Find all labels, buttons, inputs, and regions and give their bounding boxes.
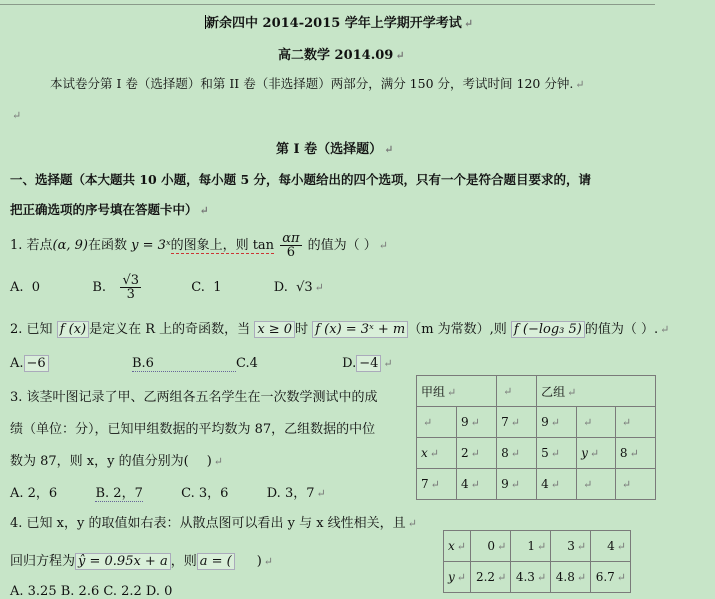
table-cell (497, 407, 537, 438)
cell-value: 9 (541, 415, 549, 429)
paragraph-mark: ↵ (576, 571, 587, 584)
table-cell (537, 469, 577, 500)
page-top-border (0, 4, 655, 5)
q1-text: 的图象上，则 tan (170, 238, 275, 253)
paragraph-mark: ↵ (316, 487, 326, 500)
option-b-fraction (120, 274, 141, 301)
paragraph-mark: ↵ (470, 416, 480, 429)
table-cell (497, 376, 537, 407)
table-cell (577, 407, 616, 438)
cell-value: 7 (501, 415, 509, 429)
paragraph-mark: ↵ (430, 478, 440, 491)
table-cell (457, 469, 497, 500)
cell-value: 2.2 (475, 570, 496, 584)
table-cell (591, 562, 631, 593)
option-d-label: D. (273, 280, 288, 295)
paragraph-mark: ↵ (510, 478, 520, 491)
paragraph-mark: ↵ (536, 571, 547, 584)
cell-value: 4.3 (515, 570, 535, 584)
table-cell (615, 469, 655, 500)
paragraph-mark: ↵ (616, 540, 626, 553)
paragraph-mark: ↵ (550, 447, 560, 460)
question-4-line2 (10, 550, 273, 569)
q4-text: 4. 已知 x，y 的取值如右表：从散点图可以看出 y 与 x 线性相关，且 (10, 516, 406, 531)
section-title (276, 138, 393, 157)
cell-value: 9 (461, 415, 469, 429)
table-cell (444, 531, 471, 562)
exam-title-text: 新余四中 2014-2015 学年上学期开学考试 (206, 16, 462, 31)
section-title-text: 第 I 卷（选择题） (276, 142, 383, 157)
question-2-options (10, 356, 393, 372)
question-1 (10, 232, 388, 259)
table-cell (417, 438, 457, 469)
paragraph-mark: ↵ (470, 478, 480, 491)
q1-function: y = 3ˣ (131, 238, 171, 253)
fraction-denominator: 3 (126, 287, 135, 302)
question-3-line1 (10, 386, 378, 405)
option-a-value: −6 (24, 355, 49, 372)
paragraph-mark: ↵ (583, 416, 593, 429)
paragraph-mark: ↵ (567, 385, 577, 399)
paragraph-mark: ↵ (589, 447, 600, 460)
paragraph-mark: ↵ (510, 416, 520, 429)
table-row (444, 531, 631, 562)
paragraph-mark: ↵ (497, 571, 507, 584)
cell-value: 4.8 (555, 570, 575, 584)
header-group-b: 乙组 (541, 384, 566, 399)
fraction-numerator: √3 (122, 273, 140, 288)
option-a-label: A. (10, 280, 24, 295)
paragraph-mark: ↵ (456, 571, 466, 584)
cell-value: x (448, 539, 455, 553)
q3-text: ) (206, 454, 212, 469)
cell-value: 9 (501, 477, 509, 491)
section-instructions-line1 (10, 170, 591, 188)
q1-text: 在函数 (88, 238, 128, 253)
option-b: B. 2，7 (95, 486, 143, 501)
option-b: B.6 (132, 356, 236, 372)
table-header-row (417, 376, 656, 407)
table-cell (497, 438, 537, 469)
table-cell (417, 407, 457, 438)
paragraph-mark: ↵ (199, 204, 209, 217)
paragraph-mark: ↵ (576, 540, 587, 553)
q4-ask: a = ( (197, 553, 235, 570)
paragraph-mark: ↵ (263, 555, 273, 568)
table-row (417, 469, 656, 500)
paragraph-mark: ↵ (583, 478, 593, 491)
q2-prefix: 2. 已知 (10, 322, 53, 337)
table-row (417, 407, 656, 438)
table-cell (444, 562, 471, 593)
table-cell (417, 469, 457, 500)
option-c-label: C. (191, 280, 205, 295)
cell-value: 7 (421, 477, 429, 491)
table-cell (457, 407, 497, 438)
table-cell (615, 407, 655, 438)
q2-condition: x ≥ 0 (254, 321, 295, 338)
q1-point: (α, 9) (52, 238, 89, 253)
q4-text: ，则 (170, 554, 197, 569)
q2-text: （m 为常数）,则 (408, 322, 507, 337)
option-a-label: A. (10, 356, 24, 371)
fraction-denominator: 6 (286, 245, 295, 260)
cell-value: y (448, 570, 455, 584)
table-cell (615, 438, 655, 469)
exam-intro-text: 本试卷分第 I 卷（选择题）和第 II 卷（非选择题）两部分，满分 150 分，考试时间 120 分钟. (50, 76, 574, 91)
q3-text: 绩（单位：分），已知甲组数据的平均数为 87，乙组数据的中位 (10, 422, 376, 437)
section-instructions-line2 (10, 200, 209, 218)
paragraph-mark: ↵ (629, 447, 639, 460)
cell-value: 8 (619, 446, 628, 460)
question-4-line1 (10, 512, 417, 531)
table-cell (577, 469, 616, 500)
paragraph-mark: ↵ (660, 323, 670, 336)
paragraph-mark: ↵ (429, 447, 439, 460)
q4-text: ) (256, 554, 262, 569)
table-cell (511, 531, 551, 562)
stem-leaf-table (416, 375, 656, 500)
paragraph-mark: ↵ (378, 239, 389, 252)
q2-suffix: 的值为（ ）. (584, 322, 659, 337)
paragraph-mark: ↵ (456, 540, 466, 553)
option-c-value: 1 (213, 280, 222, 295)
table-cell (537, 438, 577, 469)
q2-fx: f (x) (57, 321, 89, 338)
q1-fraction (280, 232, 301, 259)
table-cell (537, 407, 577, 438)
paragraph-mark: ↵ (510, 447, 520, 460)
question-3-line3 (10, 450, 223, 469)
xy-data-table (443, 530, 631, 593)
header-group-a: 甲组 (421, 384, 446, 399)
cell-value: 4 (461, 477, 469, 491)
table-row (417, 438, 656, 469)
question-1-options (10, 274, 324, 301)
option-a-value: 0 (31, 280, 41, 295)
cell-value: x (421, 446, 428, 460)
table-cell (551, 562, 591, 593)
paragraph-mark: ↵ (463, 17, 474, 30)
q1-suffix: 的值为（ ） (307, 238, 377, 253)
paragraph-mark: ↵ (621, 416, 632, 429)
option-c: C. 3，6 (181, 486, 229, 501)
option-d: D. 3，7 (266, 486, 315, 501)
paragraph-mark: ↵ (616, 571, 626, 584)
option-d-value: √3 (296, 280, 313, 295)
option-b-label: B. (92, 280, 107, 295)
cell-value: 5 (541, 446, 549, 460)
q1-prefix: 1. 若点 (10, 238, 53, 253)
table-cell (471, 562, 511, 593)
cell-value: 1 (527, 539, 535, 553)
q2-text: 是定义在 R 上的奇函数，当 (89, 322, 251, 337)
paragraph-mark: ↵ (213, 455, 223, 468)
paragraph-mark: ↵ (384, 143, 394, 156)
cell-value: y (581, 446, 588, 460)
paragraph-mark: ↵ (314, 281, 324, 294)
q2-definition: f (x) = 3ˣ + m (312, 321, 408, 338)
q4-regression-equation: ŷ = 0.95x + a (75, 553, 171, 570)
table-cell (577, 438, 616, 469)
paragraph-mark: ↵ (575, 78, 585, 91)
empty-paragraph (10, 108, 21, 123)
question-2 (10, 318, 669, 337)
q4-options-text: A. 3.25 B. 2.6 C. 2.2 D. 0 (10, 584, 173, 599)
exam-title (205, 12, 473, 31)
paragraph-mark: ↵ (470, 447, 480, 460)
cell-value: 6.7 (595, 570, 615, 584)
q2-expression: f (−log₃ 5) (511, 321, 585, 338)
paragraph-mark: ↵ (503, 385, 513, 398)
table-cell (591, 531, 631, 562)
paragraph-mark: ↵ (536, 540, 547, 553)
cell-value: 2 (461, 446, 469, 460)
table-cell (457, 438, 497, 469)
table-cell (497, 469, 537, 500)
q3-text: 数为 87，则 x，y 的值分别为( (10, 454, 189, 469)
question-3-options (10, 482, 326, 501)
question-4-options (10, 584, 172, 599)
exam-intro (50, 74, 585, 92)
paragraph-mark: ↵ (407, 517, 417, 530)
option-d-value: −4 (356, 355, 381, 372)
cell-value: 8 (501, 446, 509, 460)
cell-value: 0 (487, 539, 496, 553)
paragraph-mark: ↵ (497, 540, 507, 553)
table-cell (537, 376, 656, 407)
paragraph-mark: ↵ (383, 357, 393, 370)
exam-subtitle (278, 44, 405, 63)
q2-text: 时 (295, 322, 309, 337)
table-cell (417, 376, 497, 407)
paragraph-mark: ↵ (550, 416, 560, 429)
paragraph-mark: ↵ (550, 478, 560, 491)
q4-text: 回归方程为 (10, 554, 76, 569)
paragraph-mark: ↵ (423, 416, 433, 429)
cell-value: 3 (567, 539, 575, 553)
paragraph-mark: ↵ (395, 49, 405, 62)
option-c: C.4 (235, 356, 258, 371)
table-cell (471, 531, 511, 562)
table-cell (551, 531, 591, 562)
instructions-text: 一、选择题（本大题共 10 小题，每小题 5 分，每小题给出的四个选项，只有一个是符合题目要求的，请 (10, 172, 592, 187)
table-row (444, 562, 631, 593)
cell-value: 4 (607, 539, 615, 553)
paragraph-mark: ↵ (447, 385, 457, 399)
paragraph-mark: ↵ (621, 478, 632, 491)
option-d-label: D. (342, 356, 357, 371)
fraction-numerator: απ (282, 231, 300, 246)
option-a: A. 2，6 (10, 486, 58, 501)
q3-text: 3. 该茎叶图记录了甲、乙两组各五名学生在一次数学测试中的成 (10, 390, 378, 405)
paragraph-mark: ↵ (12, 109, 22, 122)
cell-value: 4 (541, 477, 549, 491)
instructions-text: 把正确选项的序号填在答题卡中） (10, 202, 198, 217)
exam-subtitle-text: 高二数学 2014.09 (278, 48, 394, 63)
question-3-line2 (10, 418, 375, 437)
table-cell (511, 562, 551, 593)
